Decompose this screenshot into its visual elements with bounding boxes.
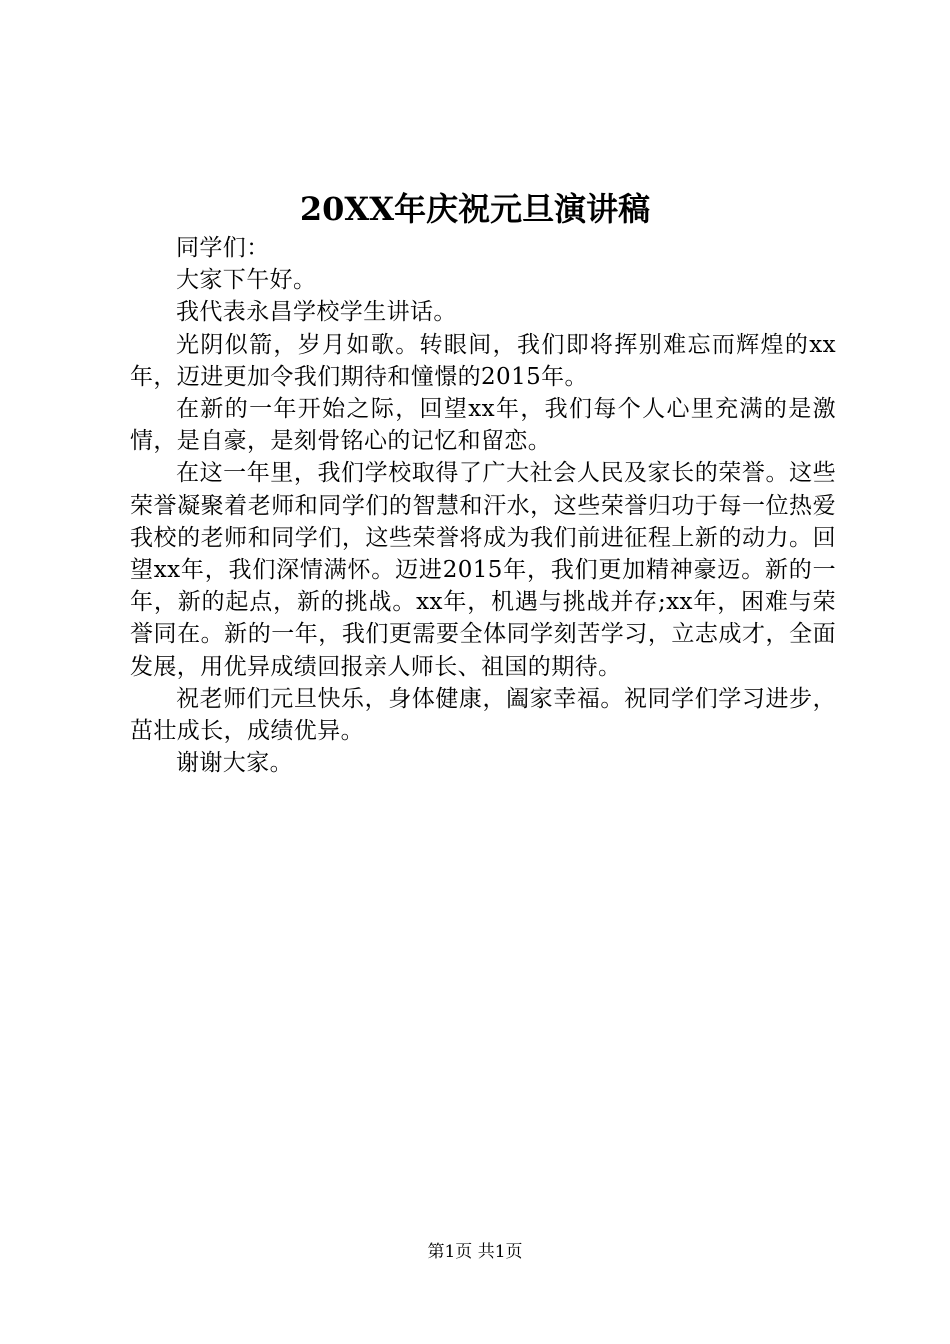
paragraph-school-honors: 在这一年里，我们学校取得了广大社会人民及家长的荣誉。这些荣誉凝聚着老师和同学们的智慧和汗水，这些荣誉归功于每一位热爱我校的老师和同学们，这些荣誉将成为我们前进征程上新的动力。回望xx年，我们深情满怀。迈进2015年，我们更加精神豪迈。新的一年，新的起点，新的挑战。xx年，机遇与挑战并存;xx年，困难与荣誉同在。新的一年，我们更需要全体同学刻苦学习，立志成才，全面发展，用优异成绩回报亲人师长、祖国的期待。	[130, 460, 836, 680]
paragraph-good-afternoon: 大家下午好。	[176, 267, 317, 294]
paragraph-time-flies: 光阴似箭，岁月如歌。转眼间，我们即将挥别难忘而辉煌的xx年，迈进更加令我们期待和憧憬的2015年。	[130, 331, 836, 390]
paragraph-greeting: 同学们：	[176, 235, 270, 261]
paragraph-speaker-intro: 我代表永昌学校学生讲话。	[176, 299, 457, 326]
paragraph-wishes: 祝老师们元旦快乐，身体健康，阖家幸福。祝同学们学习进步，茁壮成长，成绩优异。	[130, 685, 836, 745]
paragraph-new-year-reflection: 在新的一年开始之际，回望xx年，我们每个人心里充满的是激情，是自豪，是刻骨铭心的记忆和留恋。	[130, 396, 836, 455]
page-footer: 第1页 共1页	[427, 1242, 523, 1262]
document-title: 20XX年庆祝元旦演讲稿	[299, 190, 651, 228]
document-body	[130, 232, 836, 779]
paragraph-thanks: 谢谢大家。	[176, 750, 293, 777]
